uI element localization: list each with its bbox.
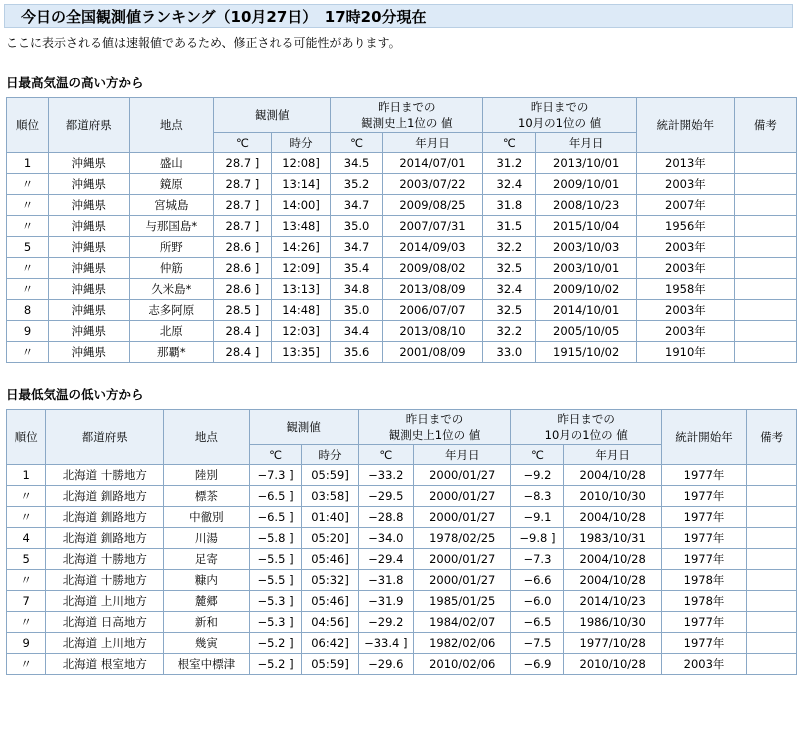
cell-record-date: 1985/01/25 [414,591,511,612]
cell-october-date: 2010/10/28 [564,654,661,675]
header-note: 備考 [747,410,797,465]
cell-rank: 〃 [7,195,49,216]
table-row [7,195,797,216]
cell-record-date: 1978/02/25 [414,528,511,549]
cell-start-year: 1977年 [661,507,746,528]
cell-time: 14:48] [271,300,331,321]
cell-point: 川湯 [164,528,249,549]
table-row [7,174,797,195]
cell-rank: 〃 [7,258,49,279]
cell-start-year: 1978年 [661,570,746,591]
cell-note [747,465,797,486]
cell-october-temp: −9.8 ] [511,528,564,549]
cell-temperature: −5.3 ] [249,612,302,633]
cell-record-date: 2006/07/07 [382,300,483,321]
cell-october-date: 2014/10/23 [564,591,661,612]
cell-record-temp: 34.7 [331,195,382,216]
cell-temperature: 28.4 ] [214,342,272,363]
cell-october-temp: −6.6 [511,570,564,591]
cell-october-date: 2009/10/01 [536,174,637,195]
cell-rank: 〃 [7,216,49,237]
cell-time: 14:00] [271,195,331,216]
cell-note [747,507,797,528]
cell-rank: 9 [7,633,46,654]
cell-note [734,279,796,300]
cell-temperature: −5.8 ] [249,528,302,549]
subheader-celsius-record: ℃ [358,445,413,465]
cell-note [734,342,796,363]
cell-note [747,570,797,591]
cell-october-temp: −7.5 [511,633,564,654]
cell-note [734,195,796,216]
cell-october-date: 2005/10/05 [536,321,637,342]
subheader-celsius-october: ℃ [483,133,536,153]
table-row [7,279,797,300]
subheader-date-october: 年月日 [564,445,661,465]
cell-prefecture: 北海道 十勝地方 [46,549,164,570]
cell-time: 14:26] [271,237,331,258]
cell-october-date: 1986/10/30 [564,612,661,633]
cell-record-date: 1982/02/06 [414,633,511,654]
section-title-min-temp: 日最低気温の低い方から [6,387,144,402]
cell-rank: 7 [7,591,46,612]
cell-october-temp: 32.2 [483,237,536,258]
cell-record-temp: 34.4 [331,321,382,342]
table-row [7,216,797,237]
cell-time: 13:48] [271,216,331,237]
cell-temperature: 28.7 ] [214,174,272,195]
cell-record-temp: −29.4 [358,549,413,570]
cell-october-date: 2004/10/28 [564,507,661,528]
cell-time: 06:42] [302,633,358,654]
header-note: 備考 [734,98,796,153]
cell-october-temp: 33.0 [483,342,536,363]
cell-rank: 1 [7,153,49,174]
cell-rank: 4 [7,528,46,549]
cell-time: 05:46] [302,591,358,612]
cell-time: 05:59] [302,654,358,675]
cell-time: 04:56] [302,612,358,633]
cell-time: 13:13] [271,279,331,300]
cell-note [734,258,796,279]
cell-point: 根室中標津 [164,654,249,675]
cell-start-year: 1977年 [661,612,746,633]
cell-october-date: 2003/10/01 [536,258,637,279]
cell-prefecture: 沖縄県 [49,258,129,279]
cell-october-temp: 32.5 [483,300,536,321]
notice-text: ここに表示される値は速報値であるため、修正される可能性があります。 [6,36,401,50]
table-row [7,342,797,363]
section-title-max-temp: 日最高気温の高い方から [6,75,144,90]
table-body-min-temperature [7,465,797,675]
cell-start-year: 1977年 [661,465,746,486]
cell-point: 標茶 [164,486,249,507]
table-header-row [7,98,797,133]
cell-record-temp: 34.5 [331,153,382,174]
header-record-line1: 昨日までの [378,100,436,114]
cell-note [734,153,796,174]
header-record-line2: 観測史上1位の 値 [361,116,453,130]
cell-start-year: 1977年 [661,549,746,570]
cell-start-year: 1958年 [636,279,734,300]
cell-note [734,321,796,342]
cell-october-date: 1915/10/02 [536,342,637,363]
cell-point: 那覇* [129,342,214,363]
table-row [7,654,797,675]
cell-october-date: 1983/10/31 [564,528,661,549]
cell-rank: 〃 [7,507,46,528]
cell-record-date: 2000/01/27 [414,507,511,528]
cell-record-date: 2014/07/01 [382,153,483,174]
cell-rank: 〃 [7,486,46,507]
cell-temperature: −5.5 ] [249,549,302,570]
cell-october-temp: 32.4 [483,279,536,300]
cell-prefecture: 北海道 十勝地方 [46,570,164,591]
cell-october-temp: 32.4 [483,174,536,195]
cell-note [734,300,796,321]
cell-rank: 5 [7,549,46,570]
cell-october-date: 2003/10/03 [536,237,637,258]
cell-record-temp: −31.9 [358,591,413,612]
table-row [7,570,797,591]
cell-rank: 〃 [7,570,46,591]
cell-prefecture: 沖縄県 [49,321,129,342]
cell-note [734,237,796,258]
cell-start-year: 2003年 [661,654,746,675]
cell-rank: 〃 [7,654,46,675]
cell-point: 仲筋 [129,258,214,279]
header-point: 地点 [164,410,249,465]
table-row [7,507,797,528]
cell-rank: 5 [7,237,49,258]
cell-october-temp: −6.9 [511,654,564,675]
cell-start-year: 1977年 [661,486,746,507]
cell-october-date: 2010/10/30 [564,486,661,507]
cell-time: 05:46] [302,549,358,570]
cell-record-temp: −33.4 ] [358,633,413,654]
cell-rank: 9 [7,321,49,342]
header-prefecture: 都道府県 [46,410,164,465]
cell-point: 新和 [164,612,249,633]
cell-point: 鏡原 [129,174,214,195]
cell-note [747,549,797,570]
cell-temperature: 28.5 ] [214,300,272,321]
cell-prefecture: 北海道 十勝地方 [46,465,164,486]
subheader-time-observed: 時分 [302,445,358,465]
table-min-temperature [6,409,797,675]
cell-note [747,591,797,612]
header-start-year: 統計開始年 [661,410,746,465]
subheader-date-record: 年月日 [382,133,483,153]
cell-temperature: −6.5 ] [249,486,302,507]
cell-record-temp: −29.2 [358,612,413,633]
cell-record-temp: −31.8 [358,570,413,591]
subheader-celsius-observed: ℃ [214,133,272,153]
cell-point: 久米島* [129,279,214,300]
cell-time: 05:59] [302,465,358,486]
cell-note [747,612,797,633]
subheader-time-observed: 時分 [271,133,331,153]
cell-start-year: 1956年 [636,216,734,237]
cell-october-date: 2009/10/02 [536,279,637,300]
cell-temperature: 28.7 ] [214,216,272,237]
cell-record-temp: 35.6 [331,342,382,363]
cell-temperature: −6.5 ] [249,507,302,528]
cell-rank: 〃 [7,279,49,300]
header-rank: 順位 [7,410,46,465]
cell-time: 12:08] [271,153,331,174]
header-observed: 観測値 [214,98,331,133]
header-prefecture: 都道府県 [49,98,129,153]
cell-point: 所野 [129,237,214,258]
table-row [7,486,797,507]
cell-october-date: 2015/10/04 [536,216,637,237]
cell-october-temp: 31.2 [483,153,536,174]
cell-prefecture: 北海道 上川地方 [46,633,164,654]
cell-temperature: −5.5 ] [249,570,302,591]
cell-october-temp: −9.2 [511,465,564,486]
cell-start-year: 2003年 [636,300,734,321]
cell-record-date: 2014/09/03 [382,237,483,258]
cell-start-year: 2003年 [636,258,734,279]
cell-start-year: 2013年 [636,153,734,174]
table-row [7,633,797,654]
cell-temperature: −5.2 ] [249,633,302,654]
table-max-temperature [6,97,797,363]
cell-note [734,216,796,237]
cell-prefecture: 沖縄県 [49,300,129,321]
header-october-line1: 昨日までの [557,412,615,426]
cell-time: 12:03] [271,321,331,342]
cell-start-year: 1977年 [661,528,746,549]
subheader-celsius-october: ℃ [511,445,564,465]
table-row [7,465,797,486]
cell-october-date: 2008/10/23 [536,195,637,216]
cell-prefecture: 沖縄県 [49,195,129,216]
cell-prefecture: 北海道 根室地方 [46,654,164,675]
cell-october-date: 1977/10/28 [564,633,661,654]
cell-record-date: 2007/07/31 [382,216,483,237]
cell-point: 北原 [129,321,214,342]
cell-october-temp: −6.0 [511,591,564,612]
cell-prefecture: 沖縄県 [49,153,129,174]
cell-start-year: 2003年 [636,174,734,195]
cell-october-temp: 32.2 [483,321,536,342]
header-record-october [483,98,637,133]
cell-october-temp: −6.5 [511,612,564,633]
cell-point: 足寄 [164,549,249,570]
cell-prefecture: 沖縄県 [49,279,129,300]
table-header-row [7,410,797,445]
cell-record-temp: 35.2 [331,174,382,195]
cell-record-date: 2000/01/27 [414,465,511,486]
cell-point: 盛山 [129,153,214,174]
cell-temperature: 28.6 ] [214,258,272,279]
cell-note [747,633,797,654]
cell-october-date: 2004/10/28 [564,549,661,570]
cell-point: 中徹別 [164,507,249,528]
table-row [7,258,797,279]
cell-prefecture: 沖縄県 [49,342,129,363]
cell-record-temp: 35.0 [331,300,382,321]
cell-start-year: 2003年 [636,237,734,258]
cell-record-temp: 34.8 [331,279,382,300]
cell-time: 13:35] [271,342,331,363]
cell-record-date: 2013/08/09 [382,279,483,300]
cell-prefecture: 北海道 釧路地方 [46,507,164,528]
header-record-october [511,410,661,445]
cell-record-date: 2010/02/06 [414,654,511,675]
cell-record-date: 2000/01/27 [414,549,511,570]
cell-rank: 〃 [7,612,46,633]
cell-record-date: 2003/07/22 [382,174,483,195]
cell-prefecture: 北海道 日高地方 [46,612,164,633]
cell-rank: 1 [7,465,46,486]
header-record-line1: 昨日までの [405,412,464,426]
cell-october-date: 2014/10/01 [536,300,637,321]
cell-prefecture: 北海道 釧路地方 [46,486,164,507]
cell-point: 与那国島* [129,216,214,237]
cell-temperature: 28.4 ] [214,321,272,342]
cell-prefecture: 沖縄県 [49,216,129,237]
header-october-line2: 10月の1位の 値 [518,116,602,130]
table-row [7,300,797,321]
cell-record-temp: 35.0 [331,216,382,237]
cell-note [747,654,797,675]
subheader-celsius-record: ℃ [331,133,382,153]
header-point: 地点 [129,98,214,153]
table-body-max-temperature [7,153,797,363]
cell-rank: 〃 [7,342,49,363]
cell-start-year: 1978年 [661,591,746,612]
header-october-line1: 昨日までの [530,100,589,114]
cell-prefecture: 沖縄県 [49,174,129,195]
page-title: 今日の全国観測値ランキング（10月27日） 17時20分現在 [4,4,793,28]
cell-october-date: 2004/10/28 [564,465,661,486]
table-row [7,528,797,549]
cell-start-year: 2003年 [636,321,734,342]
cell-record-date: 1984/02/07 [414,612,511,633]
cell-temperature: −7.3 ] [249,465,302,486]
cell-note [734,174,796,195]
cell-start-year: 1910年 [636,342,734,363]
cell-temperature: 28.7 ] [214,195,272,216]
cell-october-temp: −8.3 [511,486,564,507]
table-row [7,237,797,258]
cell-temperature: −5.2 ] [249,654,302,675]
cell-time: 12:09] [271,258,331,279]
cell-record-date: 2000/01/27 [414,570,511,591]
cell-rank: 8 [7,300,49,321]
cell-october-temp: 32.5 [483,258,536,279]
cell-time: 05:32] [302,570,358,591]
cell-record-temp: −28.8 [358,507,413,528]
cell-point: 幾寅 [164,633,249,654]
table-row [7,153,797,174]
cell-record-temp: −29.5 [358,486,413,507]
cell-note [747,486,797,507]
cell-record-temp: 35.4 [331,258,382,279]
subheader-celsius-observed: ℃ [249,445,302,465]
cell-record-date: 2013/08/10 [382,321,483,342]
header-record-all-time [358,410,511,445]
header-october-line2: 10月の1位の 値 [544,428,628,442]
cell-record-date: 2009/08/25 [382,195,483,216]
cell-october-temp: 31.8 [483,195,536,216]
table-row [7,591,797,612]
cell-october-temp: 31.5 [483,216,536,237]
cell-point: 宮城島 [129,195,214,216]
cell-point: 志多阿原 [129,300,214,321]
cell-october-temp: −7.3 [511,549,564,570]
ranking-page [0,4,797,750]
cell-point: 陸別 [164,465,249,486]
cell-time: 03:58] [302,486,358,507]
header-observed: 観測値 [249,410,358,445]
cell-time: 13:14] [271,174,331,195]
header-record-all-time [331,98,483,133]
cell-temperature: 28.6 ] [214,279,272,300]
cell-record-date: 2000/01/27 [414,486,511,507]
header-start-year: 統計開始年 [636,98,734,153]
cell-temperature: −5.3 ] [249,591,302,612]
subheader-date-record: 年月日 [414,445,511,465]
cell-record-temp: −34.0 [358,528,413,549]
cell-record-temp: 34.7 [331,237,382,258]
header-rank: 順位 [7,98,49,153]
cell-record-temp: −29.6 [358,654,413,675]
table-row [7,321,797,342]
cell-rank: 〃 [7,174,49,195]
cell-point: 糠内 [164,570,249,591]
cell-prefecture: 沖縄県 [49,237,129,258]
cell-prefecture: 北海道 上川地方 [46,591,164,612]
cell-start-year: 1977年 [661,633,746,654]
cell-start-year: 2007年 [636,195,734,216]
cell-point: 麓郷 [164,591,249,612]
cell-note [747,528,797,549]
cell-october-temp: −9.1 [511,507,564,528]
cell-record-date: 2001/08/09 [382,342,483,363]
cell-time: 01:40] [302,507,358,528]
cell-time: 05:20] [302,528,358,549]
cell-october-date: 2004/10/28 [564,570,661,591]
cell-temperature: 28.6 ] [214,237,272,258]
cell-october-date: 2013/10/01 [536,153,637,174]
cell-record-date: 2009/08/02 [382,258,483,279]
subheader-date-october: 年月日 [536,133,637,153]
header-record-line2: 観測史上1位の 値 [388,428,481,442]
table-row [7,612,797,633]
table-row [7,549,797,570]
cell-temperature: 28.7 ] [214,153,272,174]
cell-record-temp: −33.2 [358,465,413,486]
cell-prefecture: 北海道 釧路地方 [46,528,164,549]
